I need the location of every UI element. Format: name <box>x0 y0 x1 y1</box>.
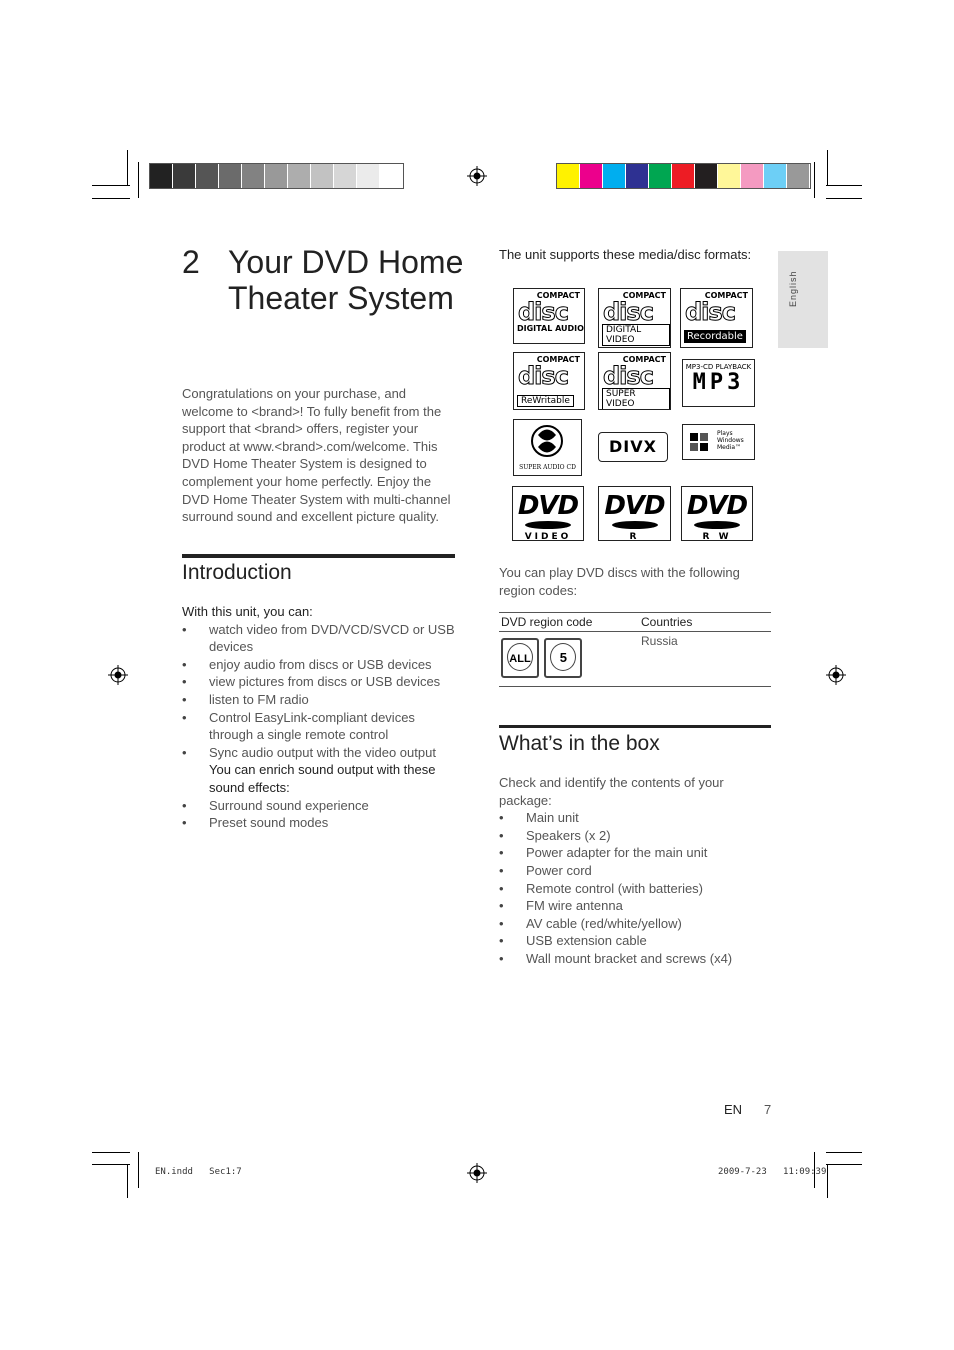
color-swatch <box>288 164 311 188</box>
crop-mark <box>92 1152 130 1153</box>
crop-mark <box>826 185 862 186</box>
registration-target-icon <box>467 1163 487 1183</box>
crop-mark <box>826 198 862 199</box>
list-item: • Main unit <box>499 809 774 827</box>
box-intro: Check and identify the contents of your package: <box>499 775 724 808</box>
windows-flag-icon <box>689 432 709 452</box>
list-item <box>182 744 462 797</box>
list-item: • Wall mount bracket and screws (x4) <box>499 950 774 968</box>
sound-effects-note: You can enrich sound output with these sound effects: <box>209 762 436 795</box>
list-item: • watch video from DVD/VCD/SVCD or USB devices <box>182 621 462 656</box>
slug-timestamp: 2009-7-23 11:09:39 <box>718 1167 827 1177</box>
dvd-r-logo <box>598 486 671 541</box>
super-video-cd-logo <box>598 352 671 410</box>
list-item: • view pictures from discs or USB devices <box>182 673 462 691</box>
region-table <box>499 612 771 687</box>
color-swatch <box>603 164 626 188</box>
registration-target-icon <box>826 665 846 685</box>
chapter-title: Your DVD Home Theater System <box>228 244 464 316</box>
logo-text: COMPACT <box>536 355 580 364</box>
color-swatch <box>196 164 219 188</box>
slug-filename: EN.indd Sec1:7 <box>155 1167 242 1177</box>
crop-mark <box>827 150 828 186</box>
cd-rewritable-logo <box>513 352 585 410</box>
mp3-cd-logo <box>682 359 755 407</box>
logo-text: SUPER AUDIO CD <box>519 464 576 471</box>
logo-text: disc <box>603 362 653 390</box>
logo-text: R <box>629 532 640 541</box>
crop-mark <box>814 162 815 198</box>
color-swatch <box>764 164 787 188</box>
list-item: • Power cord <box>499 862 774 880</box>
whats-in-box-heading: What’s in the box <box>499 732 660 755</box>
logo-text: Media™ <box>717 444 742 451</box>
list-item: • USB extension cable <box>499 932 774 950</box>
section-rule <box>499 725 771 728</box>
region-all-icon <box>501 638 539 678</box>
logo-text: Windows <box>717 437 744 444</box>
page-number: 7 <box>764 1102 772 1117</box>
section-rule <box>182 554 455 558</box>
logo-text: R W <box>702 532 732 541</box>
color-swatch <box>741 164 764 188</box>
logo-text: disc <box>685 298 735 326</box>
list-item: • listen to FM radio <box>182 691 462 709</box>
list-item-text: Sync audio output with the video output <box>209 744 436 760</box>
logo-text: SUPER VIDEO <box>602 388 670 410</box>
color-swatch <box>265 164 288 188</box>
windows-media-logo <box>682 424 755 460</box>
crop-mark <box>138 1152 139 1188</box>
color-swatch <box>380 164 403 188</box>
logo-text: VIDEO <box>524 532 572 541</box>
color-swatch <box>557 164 580 188</box>
logo-text: DVD <box>686 491 748 521</box>
cd-recordable-logo <box>680 288 753 348</box>
list-item: • Power adapter for the main unit <box>499 844 774 862</box>
intro-paragraph: Congratulations on your purchase, and welcome to <brand>! To fully benefit from the support that <brand> offers, register your product at www.<brand>.com/welcome. This DVD Home Theater System is designed to complement your home perfectly. Enjoy the DVD Home Theater System with multi-channel surround sound and excellent picture quality. <box>182 386 451 525</box>
country-cell: Russia <box>639 632 771 687</box>
color-swatch <box>334 164 357 188</box>
logo-text: COMPACT <box>704 291 748 300</box>
cd-digital-video-logo <box>598 288 671 348</box>
chapter-number: 2 <box>182 244 200 280</box>
color-swatch <box>580 164 603 188</box>
cd-digital-audio-logo <box>513 288 585 344</box>
color-swatch <box>357 164 380 188</box>
feature-list <box>182 621 462 832</box>
introduction-heading: Introduction <box>182 561 292 584</box>
logo-text: DVD <box>604 491 665 521</box>
list-item: • Surround sound experience <box>182 797 462 815</box>
region-code-cell <box>499 632 639 687</box>
crop-mark <box>826 1164 862 1165</box>
disc-oval-icon <box>525 521 571 529</box>
logo-text: MP3-CD PLAYBACK <box>685 363 752 371</box>
list-item: • Speakers (x 2) <box>499 827 774 845</box>
logo-text: COMPACT <box>622 291 666 300</box>
column-header: Countries <box>639 613 771 632</box>
table-header-row <box>499 613 771 632</box>
list-item: • Remote control (with batteries) <box>499 880 774 898</box>
box-list <box>499 809 774 967</box>
registration-target-icon <box>467 166 487 186</box>
color-swatch <box>173 164 196 188</box>
color-swatch <box>672 164 695 188</box>
registration-target-icon <box>108 665 128 685</box>
crop-mark <box>138 162 139 198</box>
disc-oval-icon <box>694 521 740 529</box>
region-intro: You can play DVD discs with the following region codes: <box>499 565 740 598</box>
language-tab <box>778 251 828 348</box>
table-row <box>499 632 771 687</box>
color-swatch <box>649 164 672 188</box>
grayscale-bar <box>149 163 404 189</box>
crop-mark <box>92 198 130 199</box>
region-5-icon <box>544 638 582 678</box>
introduction-body <box>182 603 462 832</box>
box-contents <box>499 774 774 968</box>
color-swatch <box>150 164 173 188</box>
color-swatch <box>219 164 242 188</box>
dvd-rw-logo <box>681 486 753 541</box>
color-swatch <box>695 164 718 188</box>
crop-mark <box>826 1152 862 1153</box>
footer-language: EN <box>724 1102 743 1117</box>
logo-text: Recordable <box>684 330 746 343</box>
logo-text: COMPACT <box>622 355 666 364</box>
column-header: DVD region code <box>499 613 639 632</box>
logo-text: ReWritable <box>517 395 574 407</box>
logo-text: MP3 <box>692 370 745 395</box>
list-item: • Control EasyLink-compliant devices through a single remote control <box>182 709 462 744</box>
color-bar <box>556 163 811 189</box>
color-swatch <box>242 164 265 188</box>
crop-mark <box>127 150 128 186</box>
formats-label: The unit supports these media/disc formats: <box>499 247 752 262</box>
list-item: • FM wire antenna <box>499 897 774 915</box>
logo-text: DIVX <box>609 437 657 456</box>
list-item: • enjoy audio from discs or USB devices <box>182 656 462 674</box>
logo-text: disc <box>518 298 568 326</box>
divx-logo <box>598 432 668 462</box>
crop-mark <box>127 1164 128 1198</box>
logo-text: Plays <box>717 430 733 437</box>
disc-oval-icon <box>612 521 658 529</box>
crop-mark <box>827 1164 828 1198</box>
list-item: • Preset sound modes <box>182 814 462 832</box>
crop-mark <box>92 1164 130 1165</box>
language-tab-label: English <box>788 270 798 307</box>
color-swatch <box>311 164 334 188</box>
logo-text: disc <box>518 362 568 390</box>
region-code-text: 5 <box>559 650 567 665</box>
list-item: • AV cable (red/white/yellow) <box>499 915 774 933</box>
color-swatch <box>787 164 810 188</box>
region-code-text: ALL <box>509 653 531 665</box>
logo-text: COMPACT <box>536 291 580 300</box>
crop-mark <box>92 185 130 186</box>
logo-text: DIGITAL AUDIO <box>517 324 584 333</box>
color-swatch <box>718 164 741 188</box>
color-swatch <box>626 164 649 188</box>
introduction-lead: With this unit, you can: <box>182 604 313 619</box>
logo-text: disc <box>603 298 653 326</box>
super-audio-cd-logo <box>513 419 582 476</box>
logo-text: DVD <box>517 491 579 521</box>
dvd-video-logo <box>512 486 584 541</box>
logo-text: DIGITAL VIDEO <box>602 324 670 346</box>
sacd-icon <box>514 420 581 460</box>
